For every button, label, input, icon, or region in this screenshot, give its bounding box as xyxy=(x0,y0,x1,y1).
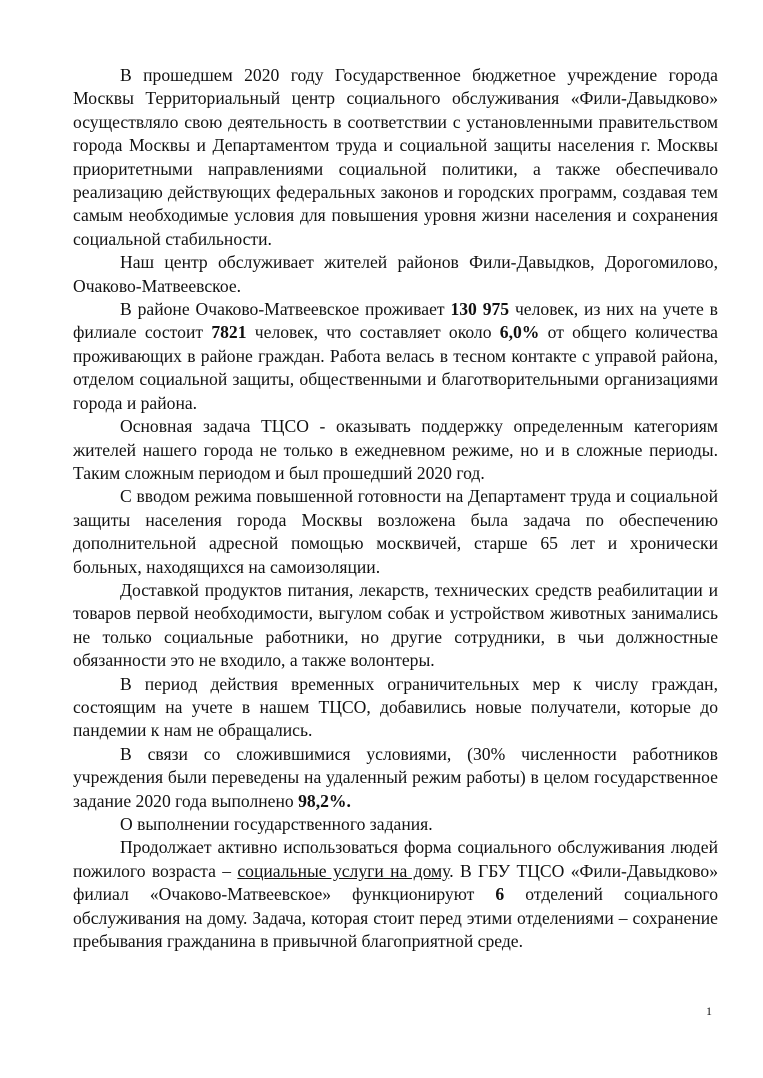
text-run: В районе Очаково-Матвеевское проживает xyxy=(120,299,451,320)
text-run: В период действия временных ограничительных мер к числу граждан, состоящим на учете в нашем ТЦСО, добавились новые получатели, которые до пандемии к нам не обращались. xyxy=(73,673,718,741)
bold-figure: 7821 xyxy=(211,322,247,343)
text-run: В прошедшем 2020 году Государственное бюджетное учреждение города Москвы Территориальный центр социального обслуживания «Фили-Давыдково» осуществляло свою деятельность в соответствии с установленными правительством города Москвы и Департаментом труда и социальной защиты населения г. Москвы приоритетными направлениями социальной политики, а также обеспечивало реализацию действующих федеральных законов и городских программ, создавая тем самым необходимые условия для повышения уровня жизни населения и сохранения социальной стабильности. xyxy=(73,65,718,249)
text-run: О выполнении государственного задания. xyxy=(120,814,433,834)
text-run: . В ГБУ ТЦСО «Фили-Давыдково» филиал «Очаково-Матвеевское» функционируют xyxy=(73,860,718,905)
paragraph xyxy=(73,743,718,813)
bold-figure: 98,2%. xyxy=(298,790,351,811)
paragraph xyxy=(73,579,718,673)
text-run: Продолжает активно использоваться форма социального обслуживания людей пожилого возраста – xyxy=(73,837,718,881)
text-run: человек, из них на учете в филиале состоит xyxy=(73,299,718,343)
page-number: 1 xyxy=(706,1004,712,1018)
paragraph xyxy=(73,836,718,953)
text-run: человек, что составляет около xyxy=(246,322,500,343)
paragraph xyxy=(73,64,718,251)
paragraph xyxy=(73,298,718,415)
paragraph xyxy=(73,485,718,579)
underlined-text: социальные услуги на дому xyxy=(237,860,450,881)
text-run: от общего количества проживающих в районе граждан. Работа велась в тесном контакте с управой района, отделом социальной защиты, общественными и благотворительными организациями города и района. xyxy=(73,322,718,413)
bold-figure: 130 975 xyxy=(450,299,510,320)
text-run: Наш центр обслуживает жителей районов Фили-Давыдков, Дорогомилово, Очаково-Матвеевское. xyxy=(73,252,718,296)
document-body xyxy=(73,64,718,953)
text-run: Основная задача ТЦСО - оказывать поддержку определенным категориям жителей нашего города не только в ежедневном режиме, но и в сложные периоды. Таким сложным периодом и был прошедший 2020 год. xyxy=(73,416,718,483)
text-run: отделений социального обслуживания на дому. Задача, которая стоит перед этими отделениями – сохранение пребывания гражданина в привычной благоприятной среде. xyxy=(73,884,719,952)
text-run: В связи со сложившимися условиями, (30% численности работников учреждения были переведены на удаленный режим работы) в целом государственное задание 2020 года выполнено xyxy=(73,743,718,811)
paragraph xyxy=(73,673,718,743)
text-run: Доставкой продуктов питания, лекарств, технических средств реабилитации и товаров первой необходимости, выгулом собак и устройством животных занимались не только социальные работники, но другие сотрудники, в чьи должностные обязанности это не входило, а также волонтеры. xyxy=(73,579,718,671)
bold-figure: 6 xyxy=(495,884,505,905)
paragraph xyxy=(73,813,718,836)
bold-figure: 6,0% xyxy=(499,322,540,343)
paragraph xyxy=(73,251,718,298)
text-run: С вводом режима повышенной готовности на Департамент труда и социальной защиты населения города Москвы возложена была задача по обеспечению дополнительной адресной помощью москвичей, старше 65 лет и хронически больных, находящихся на самоизоляции. xyxy=(73,486,718,577)
paragraph xyxy=(73,415,718,485)
